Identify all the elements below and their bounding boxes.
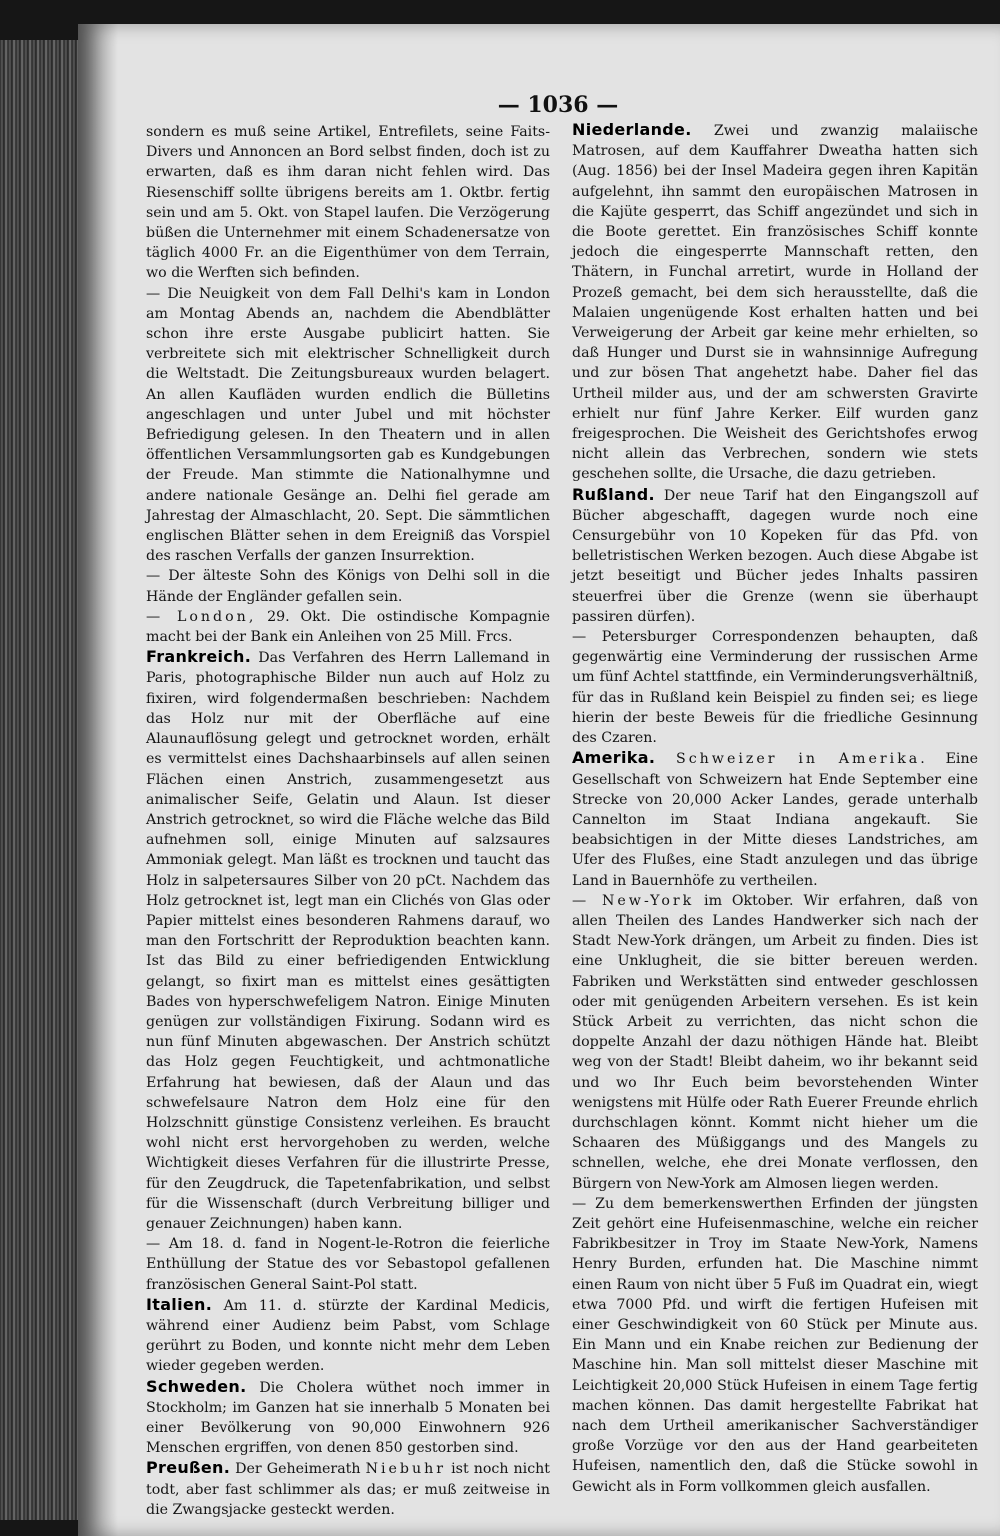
article-text: im Oktober. Wir erfahren, daß von allen Theilen des Landes Handwerker sich nach der Stadt New-York drängen, um Arbeit zu finden. Dies ist eine Unklugheit, die sie bitter bereuen werden. Fabriken und Werkstätten sind entweder geschlossen oder mit genügenden Arbeitern versehen. Es ist kein Stück Arbeit zu verrichten, das nicht schon die doppelte Anzahl der dazu nöthigen Hände hat. Bleibt weg von der Stadt! Bleibt daheim, wo ihr bekannt seid und wo Ihr Euch beim bevorstehenden Winter wenigstens mit Hülfe oder Rath Euerer Freunde ehrlich durchschlagen könnt. Kommt nicht hieher um die Schaaren des Müßiggangs und des Mangels zu schnellen, welche, ehe drei Monate verflossen, den Bürgern von New-York am Almosen liegen werden. <box>572 892 978 1192</box>
article-paragraph: — Petersburger Correspondenzen behaupten, daß gegenwärtig eine Verminderung der russischen Arme um fünf Achtel stattfinde, ein Verminderungsverhältniß, für das in Rußland kein Beispiel zu finden sei; es liege hierin der beste Beweis für die friedliche Gesinnung des Czaren. <box>572 629 978 747</box>
dateline: — New-York <box>572 892 695 909</box>
article-text: Eine Gesellschaft von Schweizern hat Ende September eine Strecke von 20,000 Acker Landes, gerade unterhalb Cannelton im Staat Indiana angekauft. Sie beabsichtigen in der Mitte dieses Landstriches, am Ufer des Flußes, eine Stadt anzulegen und das übrige Land in Bauernhöfe zu vertheilen. <box>572 751 979 889</box>
dateline: — London, <box>146 608 257 625</box>
section-heading-russland: Rußland. <box>572 484 655 504</box>
section-heading-italien: Italien. <box>146 1294 213 1314</box>
article-paragraph <box>146 1458 550 1520</box>
section-heading-niederlande: Niederlande. <box>572 120 692 139</box>
article-text: Zwei und zwanzig malaiische Matrosen, auf dem Kauffahrer Dweatha hatten sich (Aug. 1856) bei der Insel Madeira gegen ihren Kapitän aufgelehnt, ihn sammt den europäischen Matrosen in die Kajüte gesperrt, das Schiff angezündet und sich in die Boote gerettet. Ein französisches Schiff konnte jedoch die eingesperrte Mannschaft retten, den Thätern, in Funchal arretirt, wurde in Holland der Prozeß gemacht, bei dem sich herausstellte, daß die Malaien ungenügende Kost erhalten hatten und bei Verweigerung der Arbeit gar keine mehr erhielten, so daß Hunger und Durst sie in wahnsinnige Aufregung und zur bösen That angehetzt habe. Daher fiel das Urtheil milder aus, und der am schwersten Gravirte erhielt nur fünf Jahre Kerker. Eilf wurden ganz freigesprochen. Die Weisheit des Gerichtshofes erwog nicht allein das Verbrechen, sondern wie stets geschehen sollte, die Ursache, die dazu getrieben. <box>572 123 978 483</box>
article-paragraph <box>572 485 978 627</box>
article-text: Am 11. d. stürzte der Kardinal Medicis, während einer Audienz beim Pabst, vom Schlage gerührt zu Boden, und konnte nicht mehr dem Leben wieder gegeben werden. <box>146 1297 550 1375</box>
section-heading-frankreich: Frankreich. <box>146 647 252 667</box>
article-text: ist noch nicht todt, aber fast schlimmer als das; er muß zeitweise in die Zwangsjacke gesteckt werden. <box>146 1461 550 1518</box>
article-paragraph: — Am 18. d. fand in Nogent-le-Rotron die feierliche Enthüllung der Statue des vor Sebastopol gefallenen französischen General Saint-Pol statt. <box>146 1236 550 1293</box>
article-paragraph <box>146 1295 550 1377</box>
article-paragraph <box>146 607 550 647</box>
person-name: Niebuhr <box>365 1461 447 1478</box>
article-paragraph <box>146 647 550 1234</box>
article-paragraph <box>572 120 978 485</box>
article-paragraph <box>572 891 978 1194</box>
article-paragraph: — Die Neuigkeit von dem Fall Delhi's kam in London am Montag Abends an, nachdem die Abendblätter schon ihre erste Ausgabe publicirt hatten. Sie verbreitete sich mit elektrischer Schnelligkeit durch die Weltstadt. Die Zeitungsbureaux wurden belagert. An allen Kaufläden wurden endlich die Bülletins angeschlagen und unter Jubel und mit höchster Befriedigung gelesen. In den Theatern und in allen öffentlichen Versammlungsorten gab es Kundgebungen der Freude. Man stimmte die Nationalhymne und andere nationale Gesänge an. Delhi fiel gerade am Jahrestag der Almaschlacht, 20. Sept. Die sämmtlichen englischen Blätter sehen in dem Ereigniß das Vorspiel des raschen Verfalls der ganzen Insurrektion. <box>146 285 550 565</box>
article-paragraph: — Der älteste Sohn des Königs von Delhi soll in die Hände der Engländer gefallen sein. <box>146 568 550 605</box>
article-paragraph: — Zu dem bemerkenswerthen Erfinden der jüngsten Zeit gehört eine Hufeisenmaschine, welche ein reicher Fabrikbesitzer in Troy im Staate New-York, Namens Henry Burden, erfunden hat. Die Maschine nimmt einen Raum von nicht über 5 Fuß im Quadrat ein, wiegt etwa 7000 Pfd. und wirft die fertigen Hufeisen mit einer Geschwindigkeit von 60 Stück per Minute aus. Ein Mann und ein Knabe reichen zur Bedienung der Maschine hin. Man soll mittelst dieser Maschine mit Leichtigkeit 20,000 Stück Hufeisen in einem Tage fertig machen können. Das damit hergestellte Fabrikat hat nach dem Urtheil amerikanischer Sachverständiger große Vorzüge vor den aus der Hand gearbeiteten Hufeisen, namentlich den, daß die Stücke sowohl in Gewicht als in Form vollkommen gleich ausfallen. <box>572 1195 978 1495</box>
article-text: Die Cholera wüthet noch immer in Stockholm; im Ganzen hat sie innerhalb 5 Monaten bei einer Bevölkerung von 90,000 Einwohnern 926 Menschen ergriffen, von denen 850 gestorben sind. <box>146 1379 550 1457</box>
right-column <box>572 120 978 1497</box>
article-text: 29. Okt. Die ostindische Kompagnie macht bei der Bank ein Anleihen von 25 Mill. Frcs. <box>146 608 551 646</box>
article-text: Der neue Tarif hat den Eingangszoll auf Bücher abgeschafft, dagegen wurde noch eine Censurgebühr von 10 Kopeken für das Pfd. von belletristischen Werken bezogen. Auch diese Abgabe ist jetzt beseitigt und Bücher jedes Inhalts passiren steuerfrei über die Grenze (wenn sie überhaupt passiren dürfen). <box>572 487 978 625</box>
article-paragraph: sondern es muß seine Artikel, Entrefilets, seine Faits-Divers und Annoncen an Bord selbst finden, doch ist zu erwarten, daß es ihm daran nicht fehlen wird. Das Riesenschiff sollte übrigens bereits am 1. Oktbr. fertig sein und am 5. Okt. von Stapel laufen. Die Verzögerung büßen die Unternehmer mit einem Schadenersatze von täglich 4000 Fr. an die Eigenthümer von dem Terrain, wo die Werften sich befinden. <box>146 124 550 282</box>
left-column <box>146 122 550 1520</box>
article-text: Der Geheimerath <box>230 1461 366 1478</box>
subheading: Schweizer in Amerika. <box>655 751 928 768</box>
section-heading-schweden: Schweden. <box>146 1376 247 1396</box>
article-paragraph <box>146 1377 550 1459</box>
article-paragraph <box>572 748 978 890</box>
section-heading-preussen: Preußen. <box>146 1458 231 1478</box>
article-text: Das Verfahren des Herrn Lallemand in Paris, photographische Bilder nun auch auf Holz zu fixiren, wird folgendermaßen beschrieben: Nachdem das Holz nur mit der Oberfläche auf eine Alaunauflösung gelegt und getrocknet worden, erhält es vermittelst eines Dachshaarbinsels auf allen seinen Flächen einen Anstrich, zusammengesetzt aus animalischer Seife, Gelatin und Alaun. Ist dieser Anstrich getrocknet, so wird die Fläche welche das Bild aufnehmen soll, einige Minuten auf salzsaures Ammoniak gelegt. Man läßt es trocknen und taucht das Holz in salpetersaures Silber von 20 pCt. Nachdem das Holz getrocknet ist, legt man ein Clichés von Glas oder Papier mittelst eines besonderen Rahmens darauf, wo man den Fortschritt der Reproduktion beachten kann. Ist das Bild zu einer befriedigenden Entwicklung gelangt, so fixirt man es mittelst eines gesättigten Bades von hyperschwefeligem Natron. Einige Minuten genügen zur vollständigen Fixirung. Sodann wird es nun fünf Minuten abgewaschen. Der Anstrich schützt das Holz gegen Feuchtigkeit, und achtmonatliche Erfahrung hat bewiesen, daß der Alaun und das schwefelsaure Natron dem Holz eine für den Holzschnitt günstige Consistenz verleihen. Es braucht wohl nicht erst hervorgehoben zu werden, welche Wichtigkeit dieses Verfahren für die illustrirte Presse, für den Zeugdruck, die Tapetenfabrikation, und selbst für die Wissenschaft (durch Verbreitung billiger und genauer Zeichnungen) haben kann. <box>146 650 550 1232</box>
page-number: — 1036 — <box>497 92 619 118</box>
section-heading-amerika: Amerika. <box>572 748 656 768</box>
